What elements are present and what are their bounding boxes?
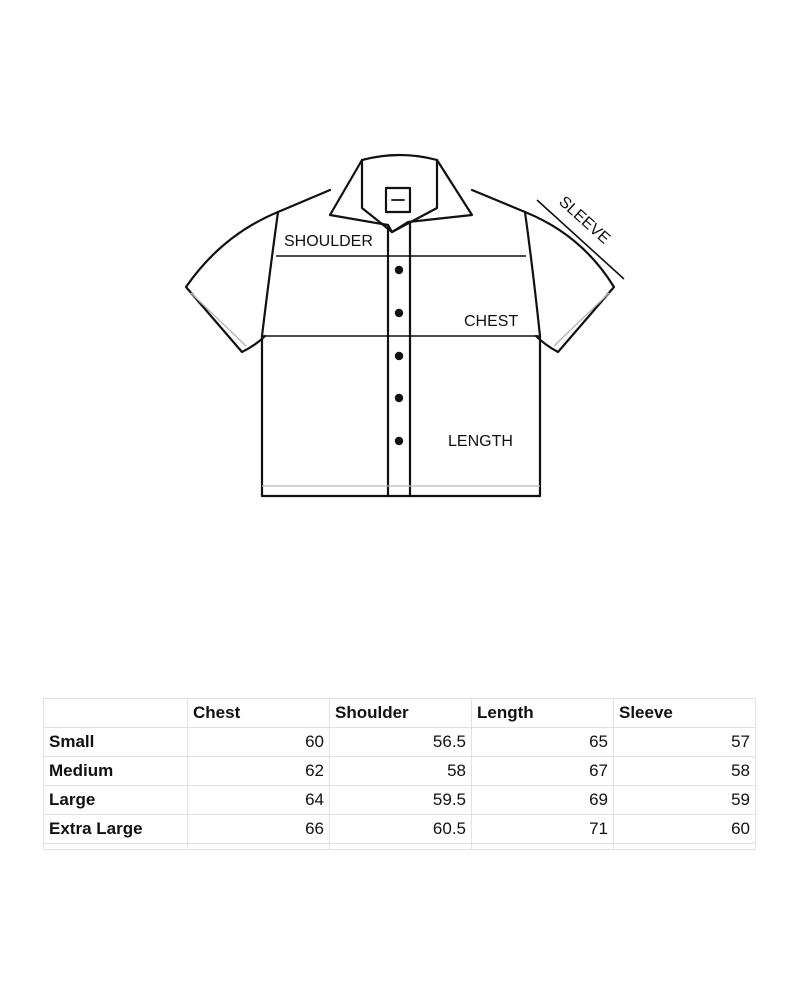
sleeve-value: 57 (614, 728, 756, 757)
sleeve-value: 59 (614, 786, 756, 815)
shirt-button (395, 394, 403, 402)
shirt-button (395, 266, 403, 274)
chest-value: 60 (188, 728, 330, 757)
table-spacer-row (44, 844, 756, 850)
shoulder-value: 58 (330, 757, 472, 786)
shoulder-value: 59.5 (330, 786, 472, 815)
table-row (44, 815, 756, 844)
shirt-button (395, 437, 403, 445)
size-label: Medium (44, 757, 188, 786)
chest-value: 62 (188, 757, 330, 786)
table-header-row (44, 699, 756, 728)
chest-value: 64 (188, 786, 330, 815)
header-cell-length: Length (472, 699, 614, 728)
size-label: Large (44, 786, 188, 815)
sleeve-value: 58 (614, 757, 756, 786)
sleeve-label: SLEEVE (555, 193, 613, 248)
header-cell-sleeve: Sleeve (614, 699, 756, 728)
header-cell-shoulder: Shoulder (330, 699, 472, 728)
length-value: 71 (472, 815, 614, 844)
table-row (44, 728, 756, 757)
shoulder-value: 60.5 (330, 815, 472, 844)
size-label: Small (44, 728, 188, 757)
length-value: 69 (472, 786, 614, 815)
sleeve-value: 60 (614, 815, 756, 844)
header-cell-corner (44, 699, 188, 728)
shoulder-value: 56.5 (330, 728, 472, 757)
table-row (44, 757, 756, 786)
chest-value: 66 (188, 815, 330, 844)
table-row (44, 786, 756, 815)
shirt-button (395, 309, 403, 317)
length-value: 65 (472, 728, 614, 757)
length-label: LENGTH (448, 433, 513, 450)
shirt-button (395, 352, 403, 360)
right-lapel (392, 160, 472, 232)
left-sleeve-outline (186, 212, 278, 352)
size-label: Extra Large (44, 815, 188, 844)
size-chart-table (43, 698, 756, 850)
length-value: 67 (472, 757, 614, 786)
chest-label: CHEST (464, 313, 519, 330)
header-cell-chest: Chest (188, 699, 330, 728)
shoulder-label: SHOULDER (284, 233, 373, 250)
